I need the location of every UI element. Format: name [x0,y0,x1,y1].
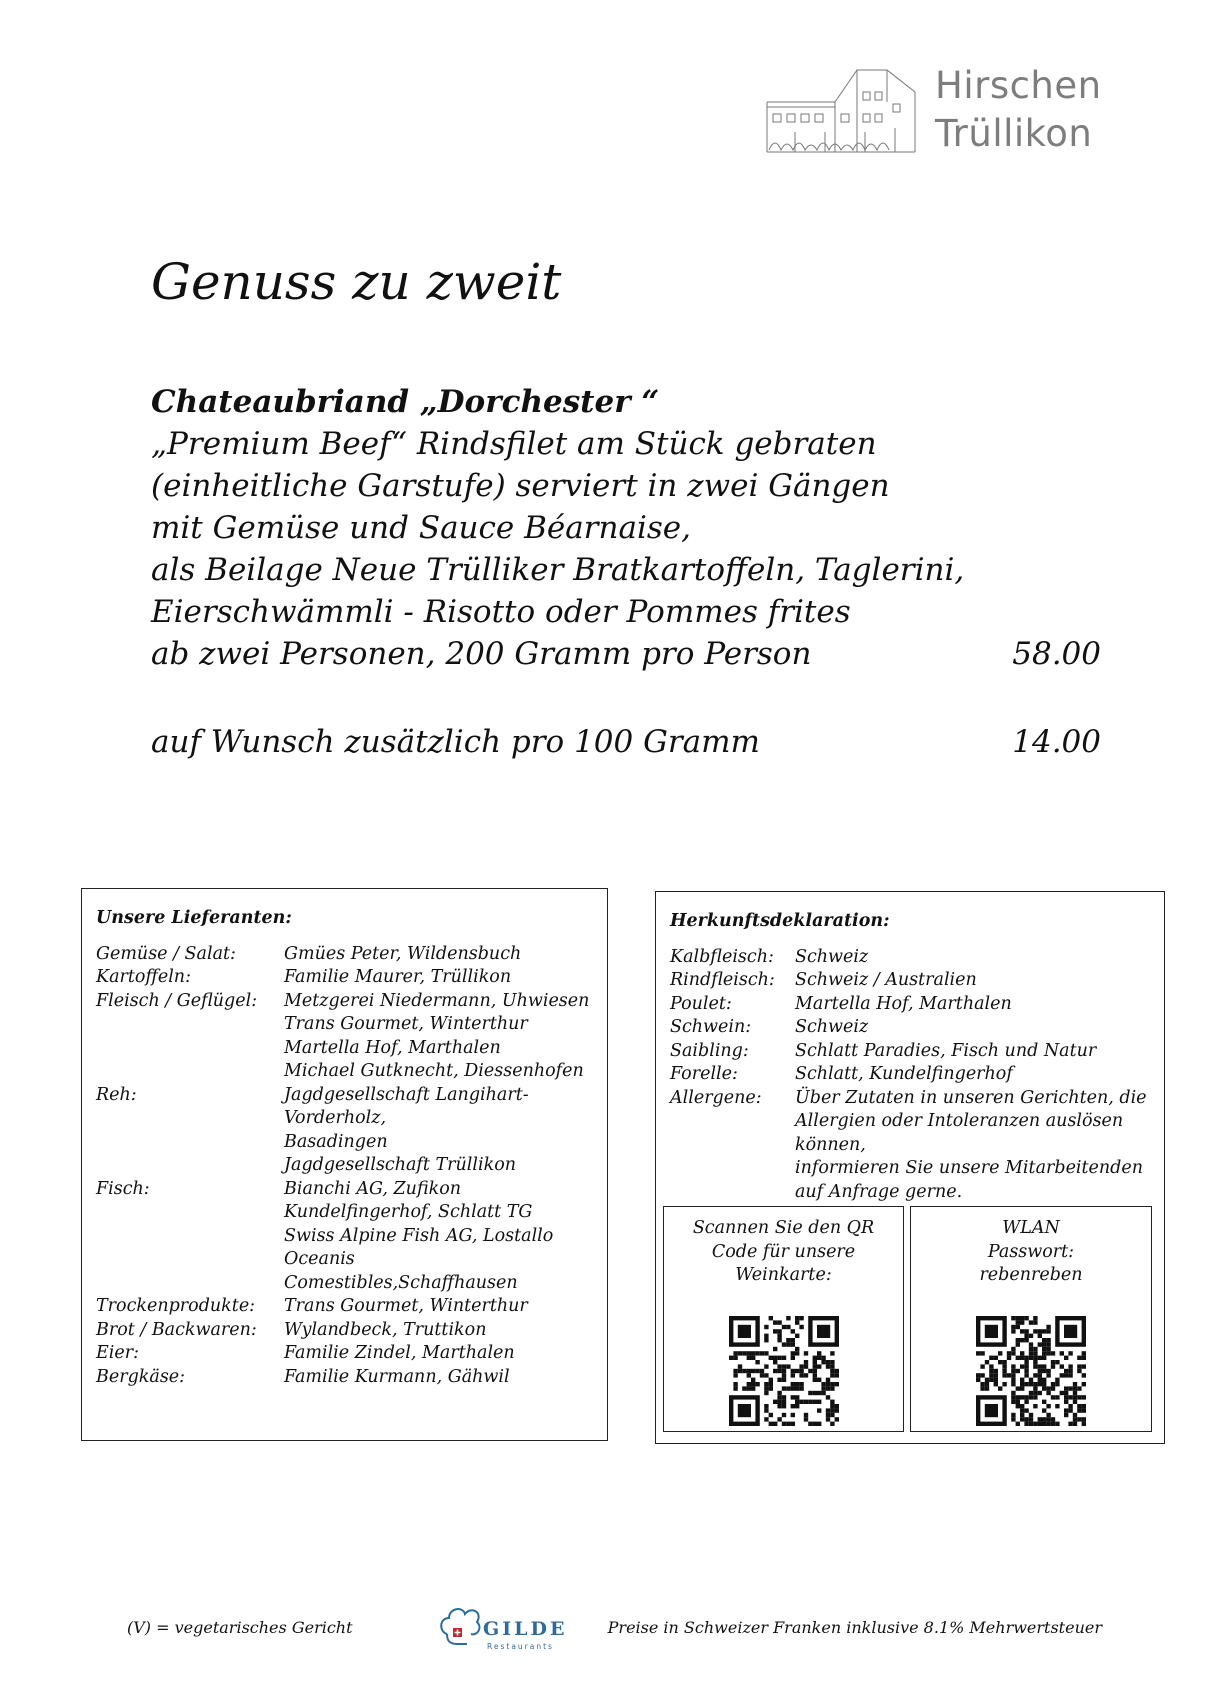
supplier-category: Reh: [96,1084,137,1105]
origin-product [670,1110,795,1157]
supplier-name: Familie Maurer, Trüllikon [284,967,512,987]
wine-list-qr-box [663,1206,904,1432]
portion-text: ab zwei Personen, 200 Gramm pro Person [151,636,812,672]
restaurant-logo [765,62,1105,158]
origin-list [670,946,1150,1205]
supplier-category: Fleisch / Geflügel: [96,990,258,1011]
extra-price: 14.00 [1012,724,1101,760]
origin-source: informieren Sie unsere Mitarbeitenden [795,1158,1144,1178]
supplier-row [96,1201,593,1225]
origin-row [670,1087,1150,1111]
origin-product: Poulet: [670,993,732,1014]
origin-row [670,1110,1150,1157]
origin-source: Schlatt, Kundelfingerhof [795,1064,1013,1084]
origin-source: Martella Hof, Marthalen [795,993,1012,1014]
origin-source: Schweiz / Australien [795,970,977,990]
supplier-category: Brot / Backwaren: [96,1319,257,1340]
supplier-name: Martella Hof, Marthalen [284,1037,501,1058]
supplier-row [96,1248,593,1295]
origin-row [670,993,1150,1017]
origin-source: Schweiz [795,1017,869,1037]
origin-title: Herkunftsdeklaration: [670,911,890,931]
supplier-name: Trans Gourmet, Winterthur [284,1296,528,1316]
house-sketch-icon [765,62,930,158]
origin-row [670,1181,1150,1205]
logo-line-2: Trüllikon [935,112,1093,155]
supplier-name: Wylandbeck, Truttikon [284,1319,487,1340]
supplier-name: Oceanis Comestibles,Schaffhausen [284,1249,518,1293]
supplier-name: Michael Gutknecht, Diessenhofen [284,1061,584,1081]
origin-row [670,946,1150,970]
dish-price: 58.00 [1012,636,1101,672]
supplier-category: Fisch: [96,1178,150,1199]
suppliers-box [81,888,608,1441]
supplier-category [96,1131,284,1155]
supplier-row [96,1178,593,1202]
footer-price-note: Preise in Schweizer Franken inklusive 8.1% Mehrwertsteuer [607,1618,1102,1637]
origin-product: Rindfleisch: [670,970,775,990]
origin-source: Allergien oder Intoleranzen auslösen können, [795,1111,1124,1155]
dish-description-line: als Beilage Neue Trülliker Bratkartoffeln, Taglerini, [151,552,965,588]
chef-hat-icon [437,1598,485,1648]
wlan-label: WLAN [1002,1218,1060,1238]
supplier-category: Trockenprodukte: [96,1296,256,1316]
origin-product: Saibling: [670,1040,749,1061]
origin-product [670,1157,795,1181]
dish-description-line: „Premium Beef“ Rindsfilet am Stück gebraten [151,426,877,462]
supplier-name: Bianchi AG, Zufikon [284,1178,462,1199]
qr-caption-line: Scannen Sie den QR [692,1218,875,1238]
origin-product [670,1181,795,1205]
origin-source: Über Zutaten in unseren Gerichten, die [795,1087,1147,1108]
supplier-category [96,1060,284,1084]
origin-row [670,1063,1150,1087]
supplier-row [96,1366,593,1390]
wlan-qr-code[interactable] [976,1316,1086,1426]
supplier-row [96,1013,593,1037]
origin-source: Schweiz [795,946,869,967]
supplier-row [96,1225,593,1249]
portion-row [151,633,1101,675]
supplier-category [96,1248,284,1295]
logo-line-1: Hirschen [935,64,1102,107]
origin-product: Forelle: [670,1064,738,1084]
supplier-name: Metzgerei Niedermann, Uhwiesen [284,990,590,1011]
wine-list-qr-code[interactable] [729,1316,839,1426]
supplier-row [96,1037,593,1061]
gilde-logo [437,1598,577,1656]
supplier-row [96,1084,593,1131]
supplier-name: Trans Gourmet, Winterthur [284,1014,528,1034]
supplier-category [96,1154,284,1178]
supplier-row [96,943,593,967]
supplier-row [96,990,593,1014]
supplier-category: Kartoffeln: [96,967,191,987]
supplier-name: Jagdgesellschaft Langihart-Vorderholz, [284,1084,529,1128]
gilde-subtitle: Restaurants [487,1642,554,1651]
supplier-row [96,1319,593,1343]
supplier-name: Familie Kurmann, Gähwil [284,1366,510,1387]
supplier-row [96,966,593,990]
extra-portion-row [151,721,1101,763]
suppliers-title: Unsere Lieferanten: [96,908,292,928]
wlan-password-label: Passwort: [987,1241,1075,1262]
menu-item [151,381,1101,675]
origin-row [670,1016,1150,1040]
origin-row [670,1157,1150,1181]
wlan-password: rebenreben [979,1265,1083,1285]
supplier-name: Swiss Alpine Fish AG, Lostallo [284,1225,554,1246]
origin-row [670,969,1150,993]
footer-vegetarian-note: (V) = vegetarisches Gericht [127,1618,353,1637]
supplier-row [96,1342,593,1366]
dish-description-line: Eierschwämmli - Risotto oder Pommes frites [151,594,851,630]
supplier-category [96,1225,284,1249]
supplier-row [96,1131,593,1155]
supplier-category [96,1037,284,1061]
origin-source: Schlatt Paradies, Fisch und Natur [795,1040,1097,1061]
supplier-name: Kundelfingerhof, Schlatt TG [284,1202,533,1222]
qr-caption-line: Weinkarte: [735,1265,832,1285]
origin-product: Allergene: [670,1087,762,1108]
supplier-category: Gemüse / Salat: [96,943,236,964]
qr-caption-line: Code für unsere [711,1241,856,1262]
supplier-category: Bergkäse: [96,1366,186,1387]
dish-name: Chateaubriand „Dorchester “ [151,384,660,420]
supplier-name: Basadingen [284,1131,388,1152]
origin-product: Kalbfleisch: [670,946,774,967]
supplier-row [96,1060,593,1084]
extra-text: auf Wunsch zusätzlich pro 100 Gramm [151,724,760,760]
dish-description-line: mit Gemüse und Sauce Béarnaise, [151,510,691,546]
supplier-category [96,1201,284,1225]
supplier-category: Eier: [96,1343,139,1363]
origin-row [670,1040,1150,1064]
supplier-name: Gmües Peter, Wildensbuch [284,943,522,964]
supplier-row [96,1154,593,1178]
supplier-name: Jagdgesellschaft Trüllikon [284,1155,517,1175]
supplier-row [96,1295,593,1319]
gilde-name: GILDE [483,1618,568,1640]
wlan-qr-box [910,1206,1152,1432]
origin-product: Schwein: [670,1017,752,1037]
suppliers-list [96,943,593,1390]
page-title: Genuss zu zweit [151,253,562,311]
origin-source: auf Anfrage gerne. [795,1181,963,1202]
supplier-category [96,1013,284,1037]
dish-description-line: (einheitliche Garstufe) serviert in zwei Gängen [151,468,890,504]
supplier-name: Familie Zindel, Marthalen [284,1343,515,1363]
